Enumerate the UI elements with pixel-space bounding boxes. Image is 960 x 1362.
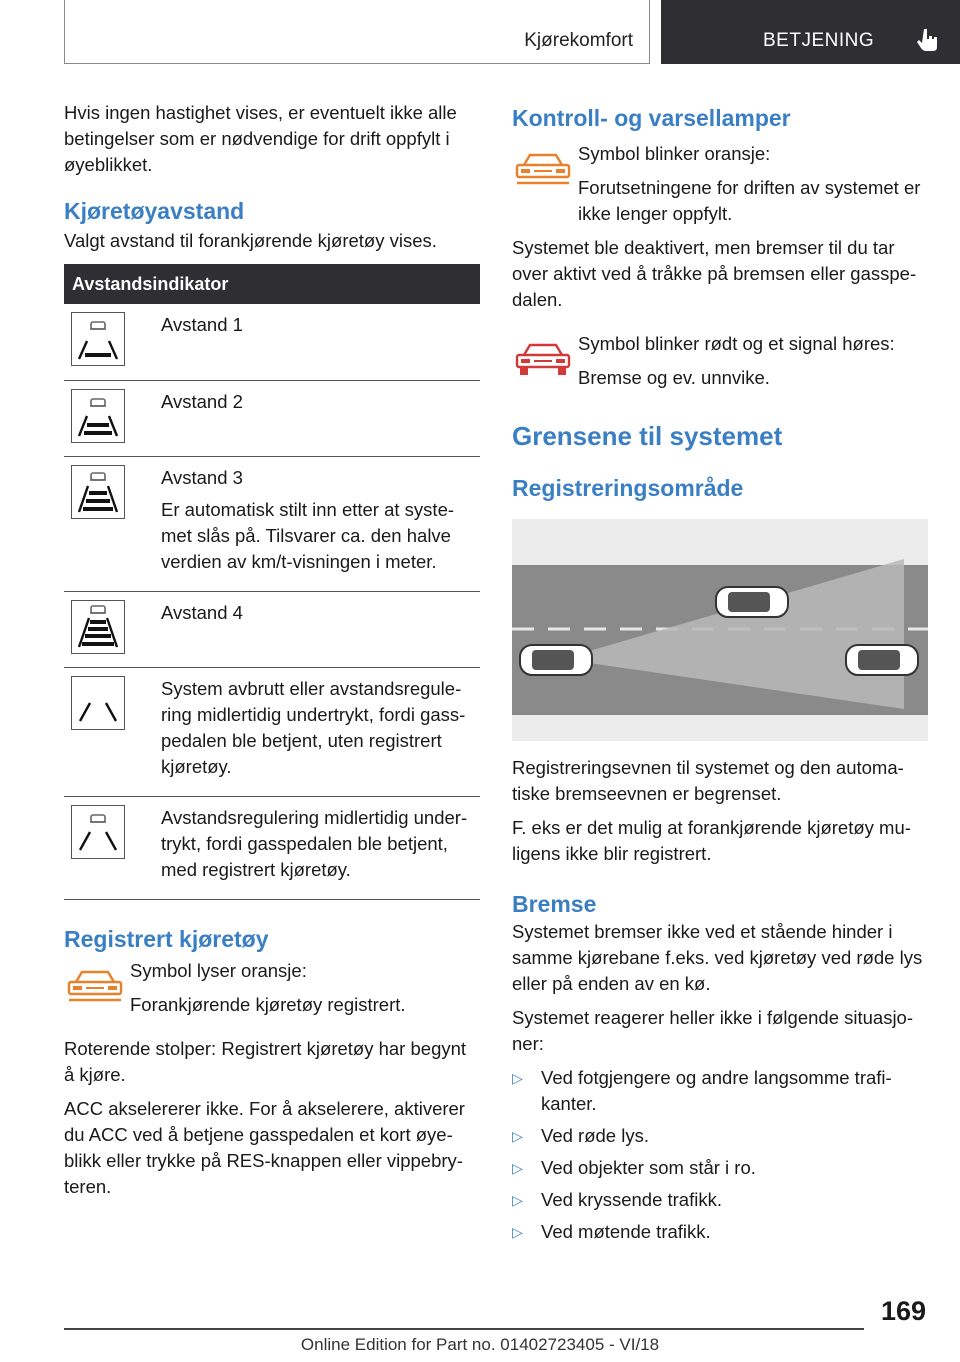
- distance-1-icon: [71, 312, 125, 366]
- list-item: ▷ Ved røde lys.: [512, 1123, 928, 1149]
- orange-warning-block: [512, 141, 928, 235]
- acc-paragraph: ACC akselererer ikke. For å akselerere, aktiverer du ACC ved å betjene gasspedalen et kort øye-blikk eller trykke på RES-knappen eller vippebry-teren.: [64, 1097, 465, 1197]
- red-car-icon: [512, 341, 574, 381]
- situation-list: [512, 1065, 928, 1245]
- intro-paragraph: Hvis ingen hastighet vises, er eventuelt ikke alle betingelser som er nødvendige for drift oppfylt i øyeblikket.: [64, 102, 457, 175]
- triangle-bullet-icon: ▷: [512, 1224, 523, 1240]
- list-item: ▷ Ved fotgjengere og andre langsomme trafi-kanter.: [512, 1067, 892, 1114]
- header-section-box: [64, 0, 650, 64]
- vehicle-same-lane-icon: [846, 645, 918, 675]
- row-1-text: Avstand 1: [161, 314, 243, 335]
- distance-table: [64, 264, 480, 900]
- orange-warning-paragraph: Systemet ble deaktivert, men bremser til du tar over aktivt ved å tråkke på bremsen eller gasspe-dalen.: [512, 237, 917, 310]
- row-3-description: Er automatisk stilt inn etter at syste-met slås på. Tilsvarer ca. den halve verdien av km/t-visningen i meter.: [161, 498, 455, 572]
- rotating-bars-paragraph: Roterende stolper: Registrert kjøretøy har begynt å kjøre.: [64, 1037, 467, 1085]
- row-3-title: Avstand 3: [161, 466, 243, 488]
- table-row: [64, 456, 480, 591]
- suppressed-with-vehicle-icon: [71, 805, 125, 859]
- triangle-bullet-icon: ▷: [512, 1160, 523, 1176]
- brake-paragraph-1: Systemet bremser ikke ved et stående hinder i samme kjørebane f.eks. ved kjøretøy ved røde lys eller på enden av en kø.: [512, 921, 923, 994]
- own-vehicle-icon: [520, 645, 592, 675]
- right-column: [512, 100, 928, 1251]
- hand-pointer-icon: [916, 27, 942, 53]
- row-6-text: Avstandsregulering midlertidig under-trykt, fordi gasspedalen ble betjent, med registrert kjøretøy.: [161, 806, 468, 880]
- registered-symbol-block: [64, 958, 480, 1026]
- header-section-title: Kjørekomfort: [524, 30, 633, 51]
- detection-range-illustration: [512, 519, 928, 741]
- table-row: [64, 667, 480, 796]
- red-warning-block: [512, 331, 928, 399]
- range-paragraph-1: Registreringsevnen til systemet og den automa-tiske bremseevnen er begrenset.: [512, 757, 904, 804]
- list-item: ▷ Ved objekter som står i ro.: [512, 1155, 928, 1181]
- header-chapter-title: BETJENING: [763, 30, 875, 51]
- orange-car-icon: [512, 151, 574, 191]
- distance-text: Valgt avstand til forankjørende kjøretøy vises.: [64, 230, 437, 251]
- orange-warning-line-1: Symbol blinker oransje:: [578, 143, 771, 164]
- footer-divider: [64, 1328, 864, 1330]
- page-number: 169: [880, 1296, 926, 1326]
- red-warning-line-2: Bremse og ev. unnvike.: [578, 367, 770, 388]
- range-paragraph-2: F. eks er det mulig at forankjørende kjøretøy mu-ligens ikke blir registrert.: [512, 817, 911, 864]
- table-row: [64, 304, 480, 380]
- red-warning-line-1: Symbol blinker rødt og et signal høres:: [578, 333, 895, 354]
- registered-symbol-line-1: Symbol lyser oransje:: [130, 959, 307, 981]
- orange-car-icon: [64, 968, 126, 1008]
- registered-heading: Registrert kjøretøy: [64, 925, 269, 952]
- distance-4-icon: [71, 600, 125, 654]
- footer-edition: Online Edition for Part no. 01402723405 - VI/18: [300, 1335, 660, 1354]
- distance-heading: Kjøretøyavstand: [64, 198, 245, 224]
- table-row: [64, 796, 480, 899]
- header-chapter-box: [661, 0, 960, 64]
- table-row: [64, 591, 480, 667]
- triangle-bullet-icon: ▷: [512, 1192, 523, 1208]
- distance-2-icon: [71, 389, 125, 443]
- triangle-bullet-icon: ▷: [512, 1070, 523, 1086]
- distance-3-icon: [71, 465, 125, 519]
- brake-heading: Bremse: [512, 891, 597, 917]
- orange-warning-line-2: Forutsetningene for driften av systemet er ikke lenger oppfylt.: [578, 177, 921, 224]
- limits-heading: Grensene til systemet: [512, 421, 783, 451]
- left-column: [64, 100, 480, 1208]
- row-2-text: Avstand 2: [161, 390, 243, 412]
- range-heading: Registreringsområde: [512, 475, 744, 501]
- registered-symbol-line-2: Forankjørende kjøretøy registrert.: [130, 993, 406, 1015]
- brake-paragraph-2: Systemet reagerer heller ikke i følgende situasjo-ner:: [512, 1007, 914, 1054]
- lamps-heading: Kontroll- og varsellamper: [512, 105, 791, 131]
- triangle-bullet-icon: ▷: [512, 1128, 523, 1144]
- row-4-text: Avstand 4: [161, 601, 243, 623]
- table-header: Avstandsindikator: [64, 264, 480, 304]
- system-interrupted-icon: [71, 676, 125, 730]
- row-5-text: System avbrutt eller avstandsregule-ring midlertidig undertrykt, fordi gass-pedalen ble betjent, uten registrert kjøretøy.: [161, 677, 466, 777]
- list-item: ▷ Ved kryssende trafikk.: [512, 1187, 928, 1213]
- vehicle-ahead-icon: [716, 587, 788, 617]
- list-item: ▷ Ved møtende trafikk.: [512, 1219, 928, 1245]
- table-row: [64, 380, 480, 456]
